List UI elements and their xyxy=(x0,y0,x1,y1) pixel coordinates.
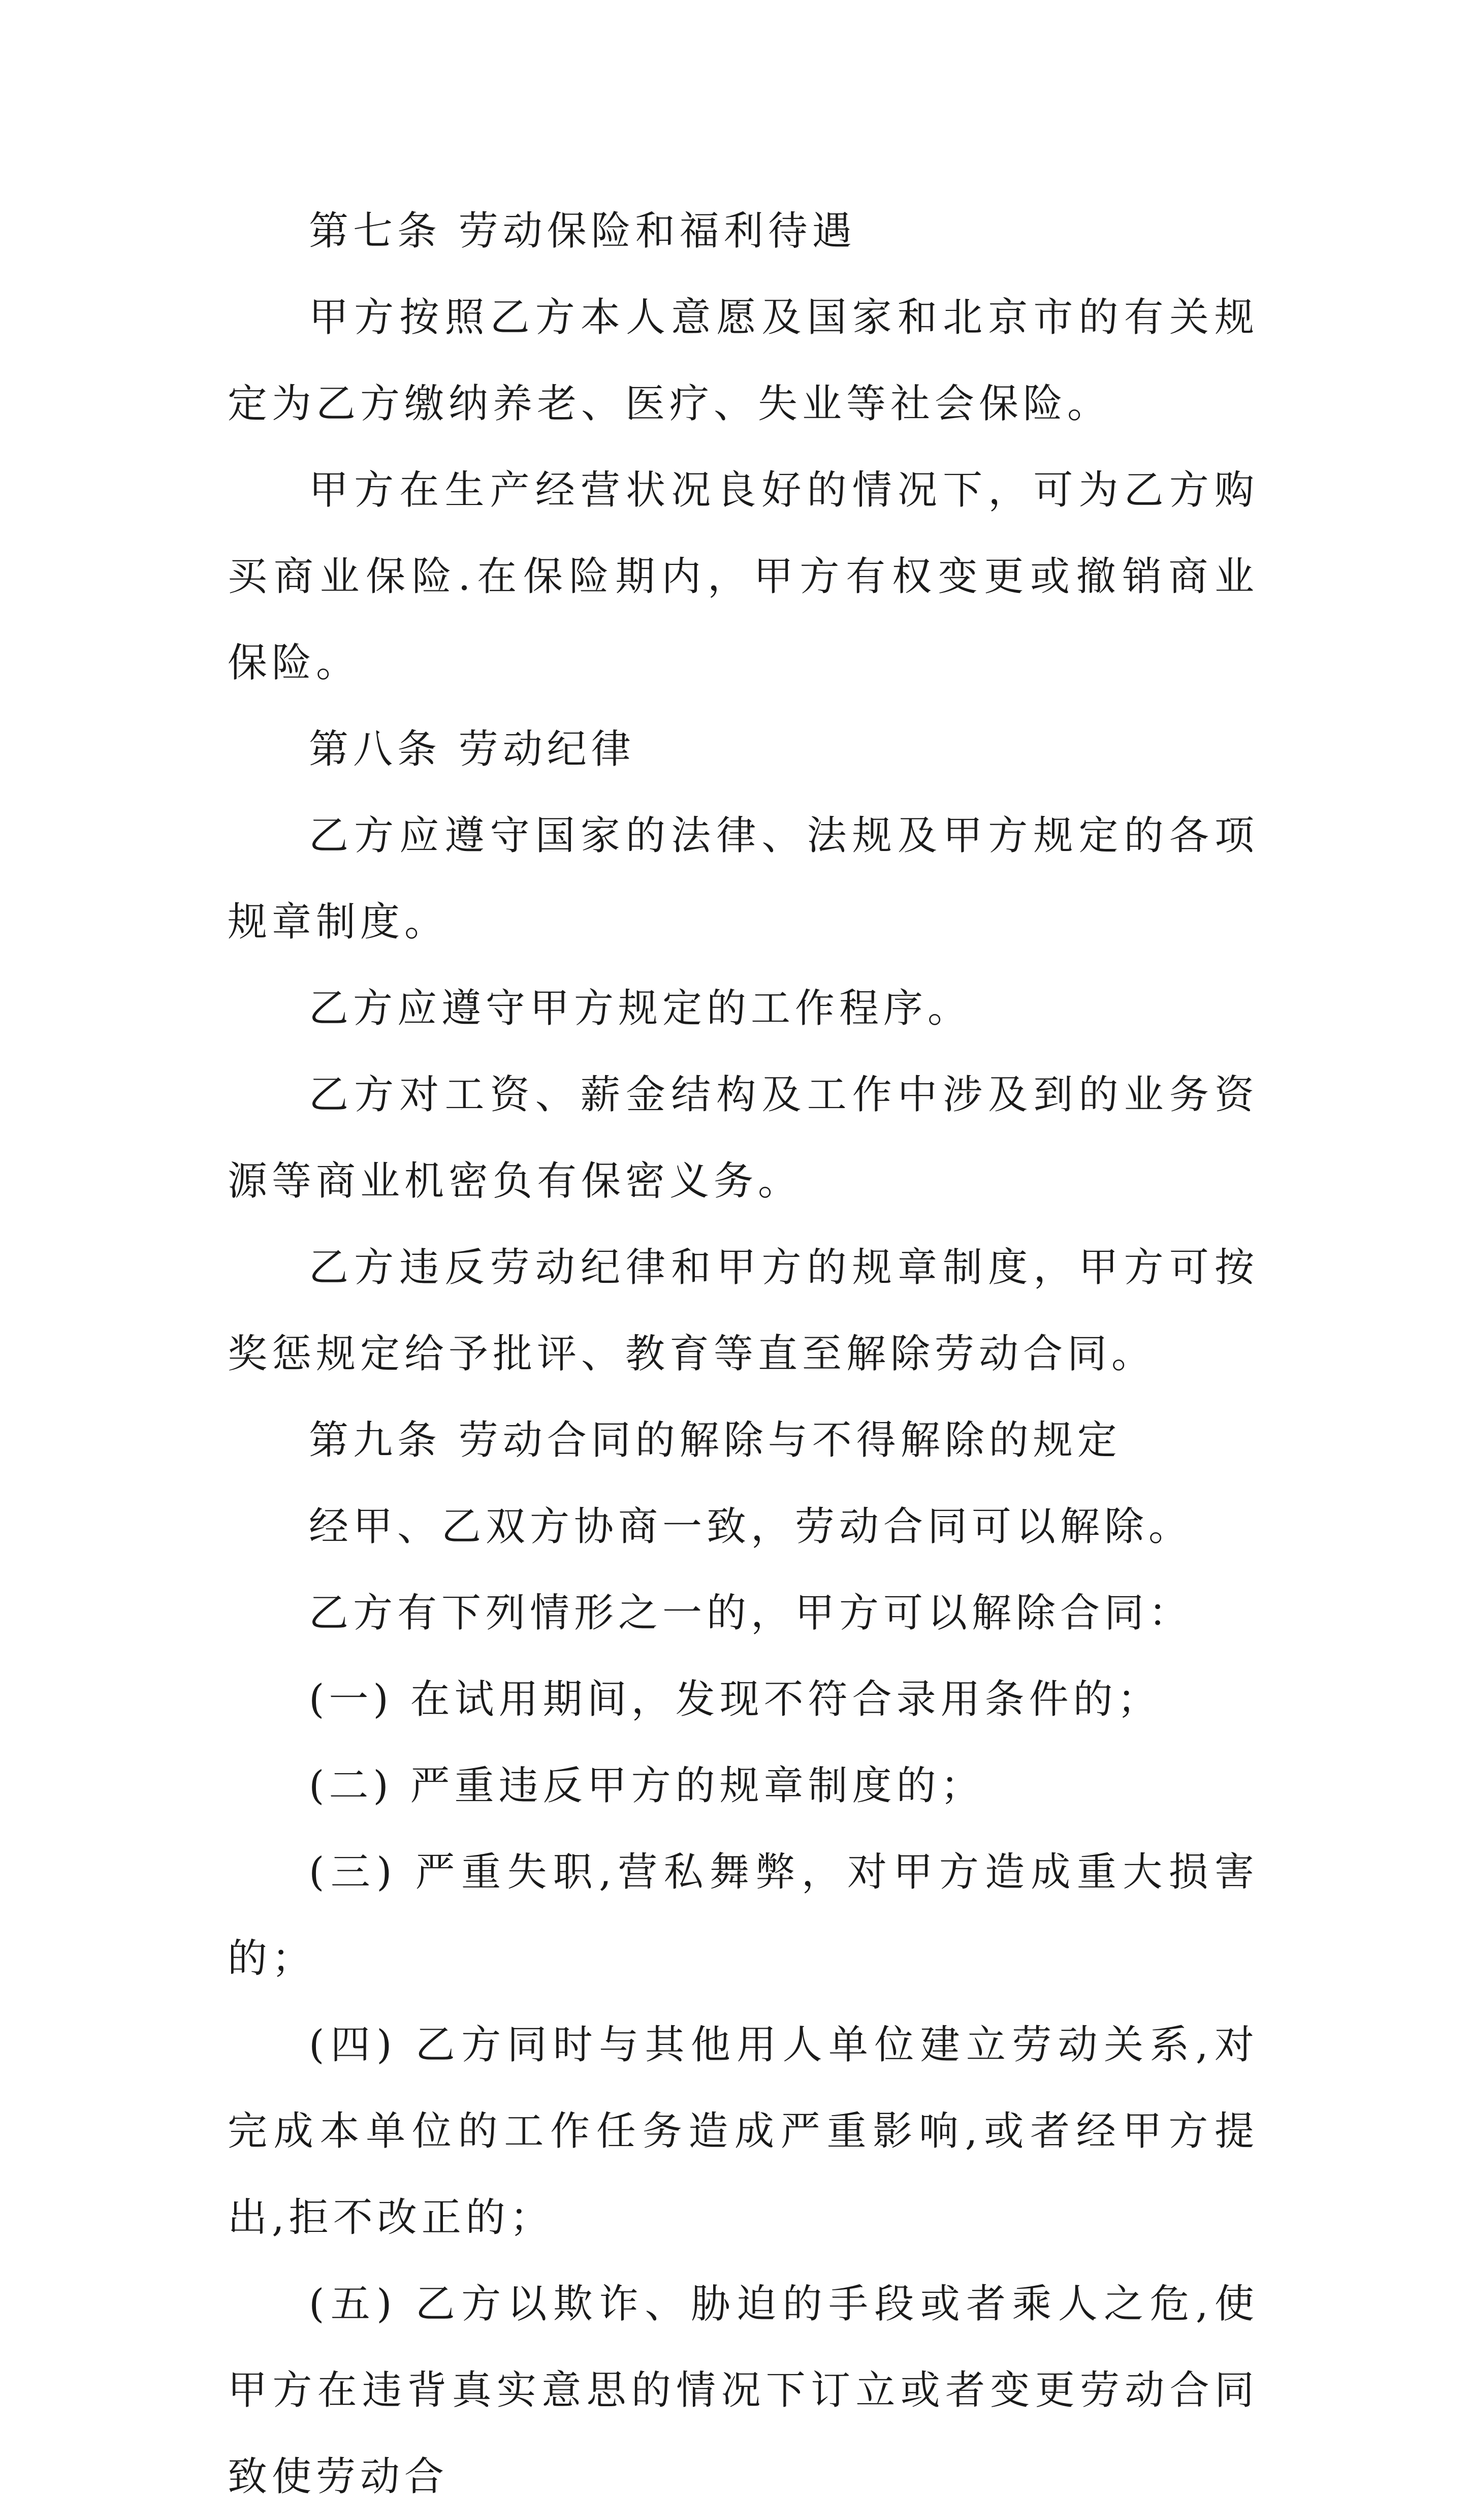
article-7-heading: 第七条 劳动保险和福利待遇 xyxy=(309,208,856,254)
article-8-heading: 第八条 劳动纪律 xyxy=(309,727,635,772)
article-9-heading: 第九条 劳动合同的解除与不得解除的规定 xyxy=(309,1418,1122,1463)
paragraph: 乙方对工资、薪金结构及工作中涉及到的业务资源等商业机密负有保密义务。 xyxy=(228,1072,1259,1204)
paragraph: 乙方违反劳动纪律和甲方的规章制度，甲方可按奖惩规定给予批评、教育等直至解除劳动合同。 xyxy=(228,1245,1259,1377)
list-item-5: (五) 乙方以欺诈、胁迫的手段或者乘人之危,使甲方在违背真实意思的情况下订立或者变更劳动合同致使劳动合 xyxy=(228,2281,1259,2500)
list-item-4: (四) 乙方同时与其他用人单位建立劳动关系,对完成本单位的工作任务造成严重影响,或者经甲方提出,拒不改正的； xyxy=(228,2022,1259,2241)
document-body xyxy=(228,188,1259,2520)
list-item-2: (二) 严重违反甲方的规章制度的； xyxy=(309,1763,985,1809)
paragraph: 乙方有下列情形之一的，甲方可以解除合同： xyxy=(309,1590,1193,1636)
paragraph: 乙方应遵守甲方规定的工作程序。 xyxy=(309,986,972,1031)
paragraph: 乙方应遵守国家的法律、法规及甲方规定的各项规章制度。 xyxy=(228,813,1259,945)
list-item-3: (三) 严重失职,营私舞弊，对甲方造成重大损害的； xyxy=(228,1849,1259,1981)
paragraph: 经甲、乙双方协商一致，劳动合同可以解除。 xyxy=(309,1504,1193,1550)
paragraph: 甲方在生产经营状况良好的情况下，可为乙方购买商业保险.在保险期内，甲方有权变更或撤销商业保险。 xyxy=(228,467,1259,686)
list-item-1: (一) 在试用期间，发现不符合录用条件的； xyxy=(309,1677,1162,1722)
paragraph: 甲方按照乙方本人意愿及国家和北京市的有关规定为乙方缴纳养老、医疗、失业等社会保险。 xyxy=(228,295,1259,427)
